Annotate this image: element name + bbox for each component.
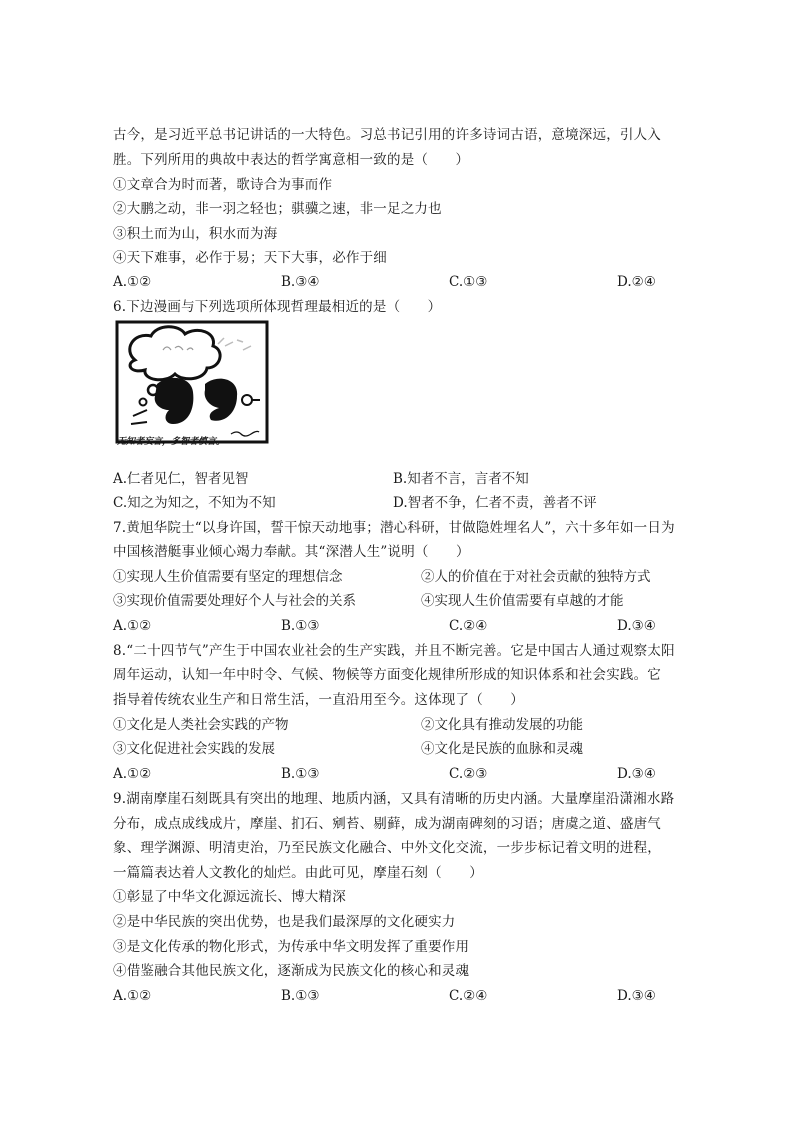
q7-item-3: ③实现价值需要处理好个人与社会的关系: [113, 593, 356, 609]
q9-option-b: B.①③: [281, 988, 320, 1004]
q8-option-b: B.①③: [281, 766, 320, 782]
q7-option-d: D.③④: [617, 618, 656, 634]
q8-item-2: ②文化具有推动发展的功能: [421, 717, 583, 733]
q5-item-4: ④天下难事，必作于易；天下大事，必作于细: [113, 250, 387, 266]
q5-stem-line-2: 胜。下列所用的典故中表达的哲学寓意相一致的是（ ）: [113, 152, 470, 168]
q8-option-d: D.③④: [617, 766, 656, 782]
q5-item-1: ①文章合为时而著，歌诗合为事而作: [113, 177, 333, 193]
q7-option-b: B.①③: [281, 618, 320, 634]
q8-item-4: ④文化是民族的血脉和灵魂: [421, 741, 583, 757]
q7-option-a: A.①②: [113, 618, 152, 634]
q5-option-d: D.②④: [617, 274, 656, 290]
q9-item-4: ④借鉴融合其他民族文化，逐渐成为民族文化的核心和灵魂: [113, 963, 470, 979]
q5-item-2: ②大鹏之动，非一羽之轻也；骐骥之速，非一足之力也: [113, 201, 442, 217]
q6-stem: 6.下边漫画与下列选项所体现哲理最相近的是（ ）: [113, 299, 442, 315]
q5-item-3: ③积土而为山，积水而为海: [113, 226, 278, 242]
q8-stem-line-3: 指导着传统农业生产和日常生活，一直沿用至今。这体现了（ ）: [113, 692, 524, 708]
q9-stem-line-4: 一篇篇表达着人文教化的灿烂。由此可见，摩崖石刻（ ）: [113, 865, 483, 881]
q6-option-a: A.仁者见仁，智者见智: [113, 471, 249, 487]
q9-item-2: ②是中华民族的突出优势，也是我们最深厚的文化硬实力: [113, 914, 456, 930]
cartoon-image: [113, 320, 271, 448]
q7-option-c: C.②④: [449, 618, 488, 634]
q5-option-c: C.①③: [449, 274, 488, 290]
q9-item-3: ③是文化传承的物化形式，为传承中华文明发挥了重要作用: [113, 939, 470, 955]
q8-option-c: C.②③: [449, 766, 488, 782]
cartoon-caption: 无知者妄言，多智者慎言。: [117, 437, 226, 447]
q7-item-2: ②人的价值在于对社会贡献的独特方式: [421, 569, 651, 585]
q6-option-c: C.知之为知之，不知为不知: [113, 495, 276, 511]
q8-item-1: ①文化是人类社会实践的产物: [113, 717, 289, 733]
q9-stem-line-2: 分布，成点成线成片，摩崖、扪石、剜苔、剔藓，成为湖南碑刻的习语；唐虞之道、盛唐气: [113, 816, 661, 832]
q7-stem-line-1: 7.黄旭华院士“以身许国，誓干惊天动地事；潜心科研，甘做隐姓埋名人”，六十多年如一日为: [113, 520, 675, 536]
q5-stem-line-1: 古今，是习近平总书记讲话的一大特色。习总书记引用的许多诗词古语，意境深远，引人入: [113, 127, 661, 143]
q7-item-1: ①实现人生价值需要有坚定的理想信念: [113, 569, 343, 585]
q9-option-c: C.②④: [449, 988, 488, 1004]
q5-option-a: A.①②: [113, 274, 152, 290]
q7-item-4: ④实现人生价值需要有卓越的才能: [421, 593, 624, 609]
q9-stem-line-1: 9.湖南摩崖石刻既具有突出的地理、地质内涵，又具有清晰的历史内涵。大量摩崖沿潇湘水路: [113, 791, 675, 807]
q8-item-3: ③文化促进社会实践的发展: [113, 741, 275, 757]
q7-stem-line-2: 中国核潜艇事业倾心竭力奉献。其“深潜人生”说明（ ）: [113, 544, 470, 560]
q6-option-b: B.知者不言，言者不知: [393, 471, 529, 487]
q8-stem-line-1: 8.“二十四节气”产生于中国农业社会的生产实践，并且不断完善。它是中国古人通过观察太阳: [113, 643, 675, 659]
q5-option-b: B.③④: [281, 274, 320, 290]
q8-option-a: A.①②: [113, 766, 152, 782]
q9-option-d: D.③④: [617, 988, 656, 1004]
q9-stem-line-3: 象、理学渊源、明清吏治，乃至民族文化融合、中外文化交流，一步步标记着文明的进程，: [113, 840, 661, 856]
q9-item-1: ①彰显了中华文化源远流长、博大精深: [113, 889, 346, 905]
q6-option-d: D.智者不争，仁者不责，善者不评: [393, 495, 597, 511]
q8-stem-line-2: 周年运动，认知一年中时令、气候、物候等方面变化规律所形成的知识体系和社会实践。它: [113, 667, 661, 683]
q9-option-a: A.①②: [113, 988, 152, 1004]
